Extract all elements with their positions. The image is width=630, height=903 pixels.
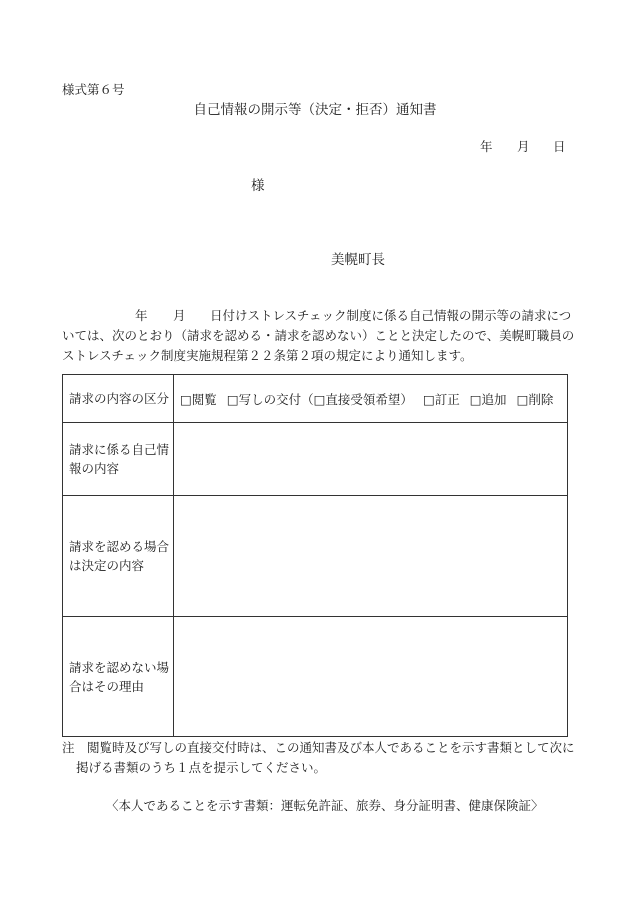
identity-documents: 〈本人であることを示す書類：運転免許証、旅券、身分証明書、健康保険証〉: [106, 798, 544, 813]
row-label-line: 報の内容: [69, 461, 120, 476]
date-day-label: 日: [553, 139, 566, 154]
form-number: 様式第６号: [62, 82, 125, 97]
table-row: [63, 375, 568, 423]
body-paragraph: [62, 306, 575, 366]
refusal-reason-field[interactable]: [174, 617, 568, 737]
table-row: [63, 423, 568, 496]
row-label: 請求の内容の区分: [63, 375, 174, 423]
table-row: [63, 617, 568, 737]
request-table: [62, 374, 568, 737]
option-copy-checkbox[interactable]: □写しの交付（□直接受領希望）: [226, 391, 413, 407]
body-line-1-text: 日付けストレスチェック制度に係る自己情報の開示等の請求につ: [210, 308, 572, 323]
date-year-label: 年: [480, 139, 493, 154]
row-label-line: は決定の内容: [69, 558, 145, 573]
option-add-checkbox[interactable]: □追加: [469, 391, 507, 407]
date-month-label: 月: [517, 139, 530, 154]
note-line-1: 注 閲覧時及び写しの直接交付時は、この通知書及び本人であることを示す書類として次に: [62, 740, 575, 755]
option-delete-checkbox[interactable]: □削除: [516, 391, 554, 407]
body-line-3: ストレスチェック制度実施規程第２２条第２項の規定により通知します。: [62, 348, 473, 363]
addressee-suffix: 様: [251, 178, 265, 194]
request-type-options: [174, 375, 568, 423]
page-title: 自己情報の開示等（決定・拒否）通知書: [193, 102, 437, 118]
row-label: [63, 496, 174, 617]
date-line: [0, 137, 630, 153]
row-label-line: 請求に係る自己情: [69, 442, 170, 457]
table-row: [63, 496, 568, 617]
note-line-2: 掲げる書類のうち１点を提示してください。: [76, 760, 327, 775]
row-label-line: 請求を認めない場: [69, 659, 170, 675]
option-view-checkbox[interactable]: □閲覧: [180, 391, 217, 407]
body-month-label: 月: [173, 308, 186, 323]
decision-content-field[interactable]: [174, 496, 568, 617]
body-year-label: 年: [135, 308, 148, 323]
option-correct-checkbox[interactable]: □訂正: [422, 391, 460, 407]
row-label: [63, 617, 174, 737]
row-label-line: 請求を認める場合: [69, 539, 170, 554]
body-line-1: [62, 306, 570, 326]
request-content-field[interactable]: [174, 423, 568, 496]
row-label: [63, 423, 174, 496]
issuer-name: 美幌町長: [331, 252, 385, 268]
row-label-line: 合はその理由: [69, 678, 145, 694]
body-line-2: いては、次のとおり（請求を認める・請求を認めない）ことと決定したので、美幌町職員の: [62, 328, 575, 343]
note: [62, 738, 575, 778]
